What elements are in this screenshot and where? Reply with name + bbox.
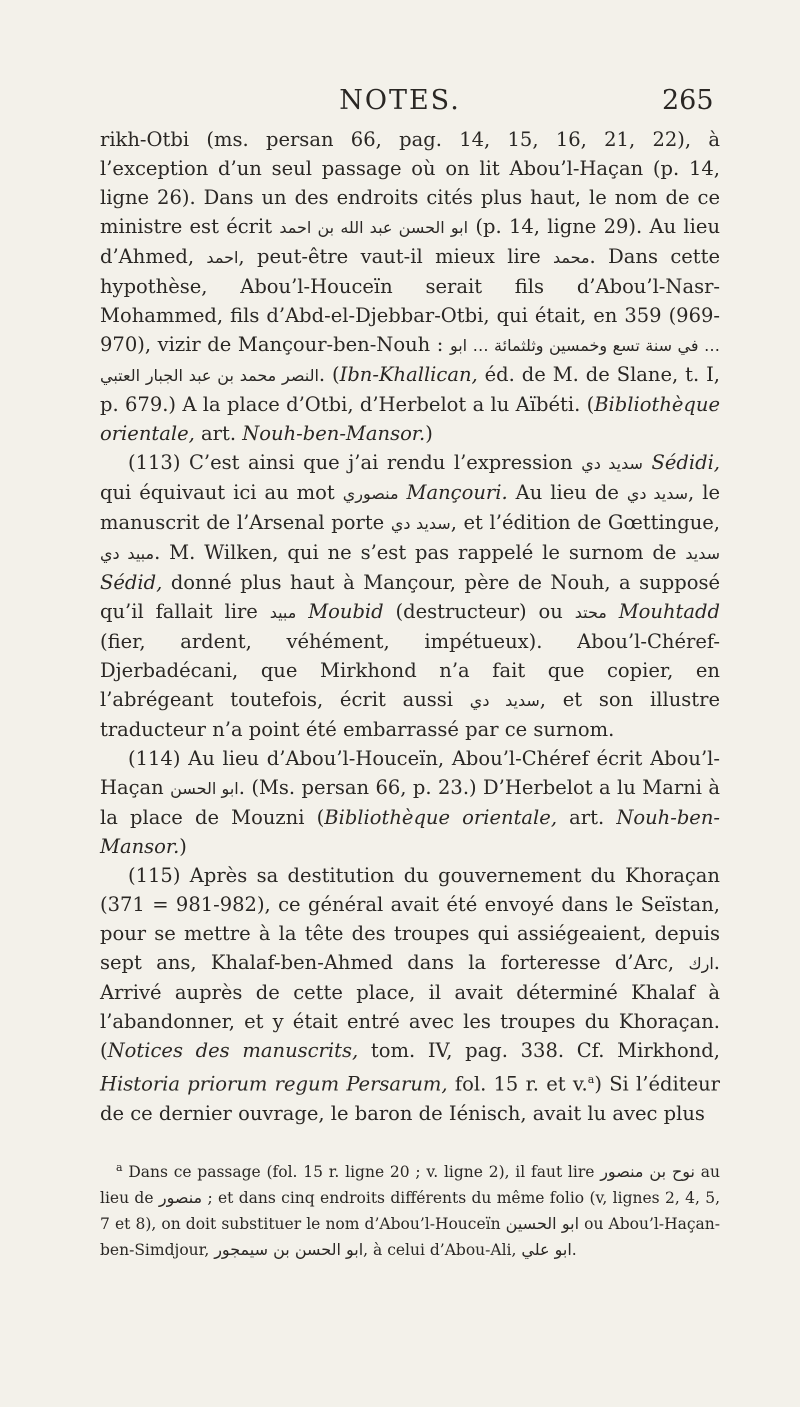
citation: Nouh-ben-Mansor. (100, 806, 720, 858)
arabic-text: مبيد (269, 603, 297, 622)
arabic-text: ابو علي (521, 1240, 572, 1260)
arabic-text: نوح بن منصور (600, 1162, 695, 1182)
note-114: (114) Au lieu d’Abou’l-Houceïn, Abou’l-Chéref écrit Abou’l-Haçan ابو الحسن. (Ms. persan 66, p. 23.) D’Herbelot a lu Marni à la place de Mouzni (Bibliothèque orientale, art. Nouh-ben-Mansor.) (100, 747, 720, 858)
arabic-text: ارك (688, 954, 714, 973)
main-text (100, 125, 720, 1128)
footnote-reference[interactable]: a (587, 1073, 595, 1086)
arabic-text: احمد (206, 248, 239, 267)
page-number: 265 (662, 85, 714, 116)
arabic-text: سديد دي (626, 484, 689, 503)
citation: Bibliothèque orientale, (100, 393, 720, 445)
arabic-text: محمد (553, 248, 590, 267)
citation: Ibn-Khallican, (339, 363, 478, 386)
arabic-text: سديد دي (469, 691, 540, 710)
running-title: NOTES. (339, 85, 461, 116)
footnote: $^a$ Dans ce passage (fol. 15 r. ligne 20 ; v. ligne 2), il faut lire نوح بن منصور au lieu de منصور ; et dans cinq endroits différents du même folio (v, lignes 2, 4, 5, 7 et 8), on doit substituer le nom d’Abou’l-Houceïn ابو الحسين ou Abou’l-Haçan-ben-Simdjour, ابو الحسن بن سيمجور, à celui d’Abou-Ali, ابو علي. (100, 1161, 720, 1260)
arabic-text: ابو الحسين (505, 1214, 580, 1234)
citation: Bibliothèque orientale, (324, 806, 558, 829)
citation: Notices des manuscrits, (107, 1039, 359, 1062)
arabic-text: سديد (685, 544, 721, 563)
arabic-text: ابو الحسن (170, 779, 239, 798)
paragraph-continuation: rikh-Otbi (ms. persan 66, pag. 14, 15, 16, 21, 22), à l’exception d’un seul passage où on lit Abou’l-Haçan (p. 14, ligne 26). Dans un des endroits cités plus haut, le nom de ce ministre est écrit ابو الحسن عبد الله بن احمد (p. 14, ligne 29). Au lieu d’Ahmed, احمد, peut-être vaut-il mieux lire محمد. Dans cette hypothèse, Abou’l-Houceïn serait fils d’Abou’l-Nasr-Mohammed, fils d’Abd-el-Djebbar-Otbi, qui était, en 359 (969-970), vizir de Mançour-ben-Nouh : … في سنة تسع وخمسين وثلثمائة … ابو النصر محمد بن عبد الجبار العتبي. (Ibn-Khallican, éd. de M. de Slane, t. I, p. 679.) A la place d’Otbi, d’Herbelot a lu Aïbéti. (Bibliothèque orientale, art. Nouh-ben-Mansor.) (100, 128, 720, 445)
arabic-text: مبيد دي (100, 544, 155, 563)
arabic-text: محتد (574, 603, 607, 622)
note-113: (113) C’est ainsi que j’ai rendu l’expression سديد دي Sédidi, qui équivaut ici au mot منصوري Mançouri. Au lieu de سديد دي, le manuscrit de l’Arsenal porte سديد دي, et l’édition de Gœttingue, مبيد دي. M. Wilken, qui ne s’est pas rappelé le surnom de سديد Sédid, donné plus haut à Mançour, père de Nouh, a supposé qu’il fallait lire مبيد Moubid (destructeur) ou محتد Mouhtadd (fier, ardent, véhément, impétueux). Abou’l-Chéref-Djerbadécani, que Mirkhond n’a fait que copier, en l’abrégeant toutefois, écrit aussi سديد دي, et son illustre traducteur n’a point été embarrassé par ce surnom. (100, 451, 721, 741)
citation: Historia priorum regum Persarum, (100, 1072, 448, 1096)
arabic-text: … في سنة تسع وخمسين وثلثمائة … ابو النصر محمد بن عبد الجبار العتبي (100, 336, 720, 385)
citation: Nouh-ben-Mansor. (242, 422, 426, 445)
footnote-area (100, 1155, 720, 1263)
arabic-text: سديد دي (581, 454, 643, 473)
note-115: (115) Après sa destitution du gouvernement du Khoraçan (371 = 981-982), ce général avait été envoyé dans le Seïstan, pour se mettre à la tête des troupes qui assiégeaient, depuis sept ans, Khalaf-ben-Ahmed dans la forteresse d’Arc, ارك. Arrivé auprès de cette place, il avait déterminé Khalaf à l’abandonner, et y était entré avec les troupes du Khoraçan. (Notices des manuscrits, tom. IV, pag. 338. Cf. Mirkhond, Historia priorum regum Persarum, fol. 15 r. et v.$^a$) Si l’éditeur de ce dernier ouvrage, le baron de Iénisch, avait lu avec plus (100, 864, 720, 1125)
arabic-text: منصوري (342, 484, 399, 503)
arabic-text: ابو الحسن عبد الله بن احمد (279, 218, 469, 237)
arabic-text: سديد دي (390, 514, 451, 533)
footnote-marker: a (116, 1161, 123, 1174)
arabic-text: منصور (158, 1188, 203, 1208)
arabic-text: ابو الحسن بن سيمجور (214, 1240, 364, 1260)
